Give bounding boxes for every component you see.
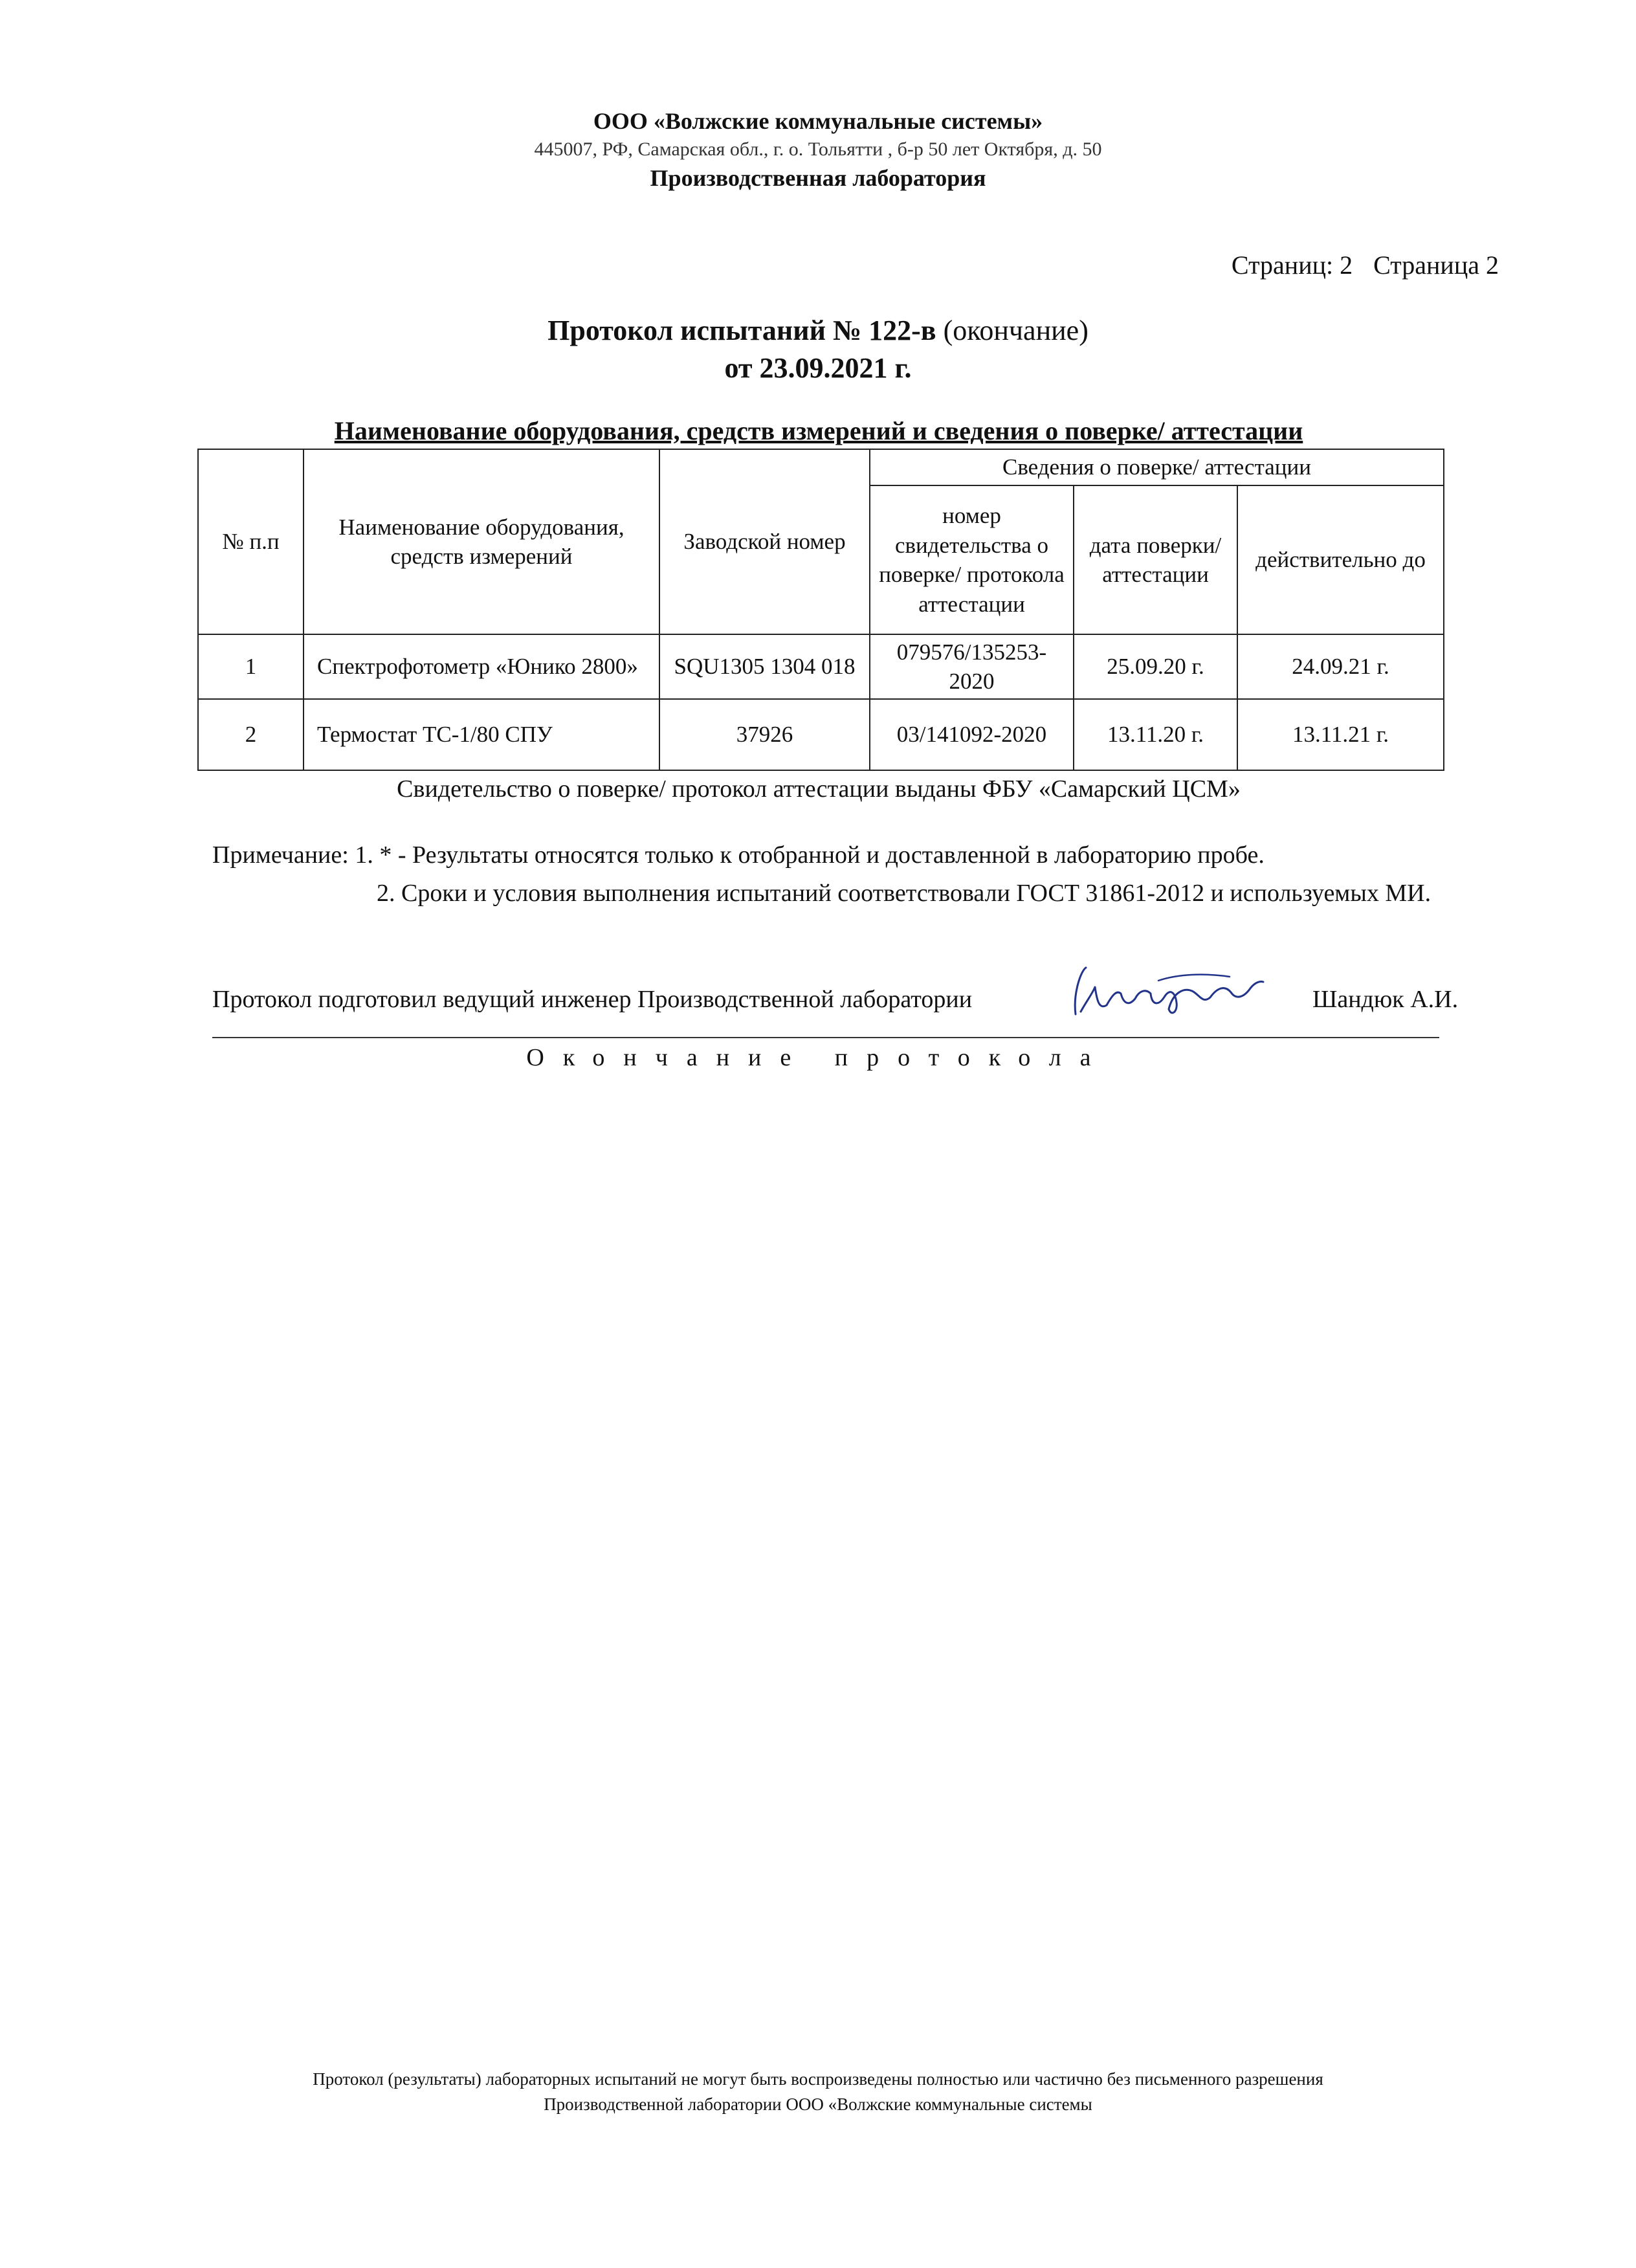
cell-cert-number: 03/141092-2020 [870,699,1074,770]
note-item-2: 2. Сроки и условия выполнения испытаний соответствовали ГОСТ 31861-2012 и используемых МИ. [377,879,1432,907]
header-cert-number: номер свидетельства о поверке/ протокола аттестации [870,485,1074,634]
table-row [198,634,1444,699]
divider-line [212,1037,1439,1038]
organization-name: ООО «Волжские коммунальные системы» [593,108,1043,134]
cell-num: 2 [198,699,304,770]
header-num: № п.п [198,449,304,634]
table-header-row [198,449,1444,485]
cell-serial: 37926 [659,699,870,770]
protocol-title [0,314,1636,347]
header-verification-group: Сведения о поверке/ аттестации [870,449,1444,485]
cell-date: 25.09.20 г. [1074,634,1237,699]
header-date: дата поверки/ аттестации [1074,485,1237,634]
header-valid-until: действительно до [1237,485,1444,634]
page-counter [1232,250,1499,280]
page-current: Страница 2 [1373,250,1499,280]
table-row [198,699,1444,770]
cell-name: Спектрофотометр «Юнико 2800» [304,634,659,699]
protocol-title-main: Протокол испытаний № 122-в [547,315,936,346]
laboratory-name: Производственная лаборатория [650,165,986,191]
certificate-note: Свидетельство о поверке/ протокол аттестации выданы ФБУ «Самарский ЦСМ» [397,775,1241,803]
cell-valid-until: 24.09.21 г. [1237,634,1444,699]
cell-valid-until: 13.11.21 г. [1237,699,1444,770]
header-serial: Заводской номер [659,449,870,634]
table-caption: Наименование оборудования, средств измерений и сведения о поверке/ аттестации [334,416,1303,445]
cell-name: Термостат ТС-1/80 СПУ [304,699,659,770]
cell-num: 1 [198,634,304,699]
protocol-date: от 23.09.2021 г. [724,352,912,384]
note-item-1: 1. * - Результаты относятся только к отобранной и доставленной в лабораторию пробе. [355,841,1265,869]
header-name: Наименование оборудования, средств измерений [304,449,659,634]
signer-name: Шандюк А.И. [1312,986,1459,1013]
notes-label: Примечание: [212,841,349,869]
handwritten-signature [1061,955,1268,1032]
organization-address: 445007, РФ, Самарская обл., г. о. Тольятти , б-р 50 лет Октября, д. 50 [534,139,1102,160]
notes-block [212,836,1431,913]
end-of-protocol-text: Окончание протокола [526,1044,1110,1071]
prepared-by-text: Протокол подготовил ведущий инженер Производственной лаборатории [212,986,973,1013]
note-line-1 [212,836,1431,874]
page-total: Страниц: 2 [1231,250,1353,280]
cell-cert-number: 079576/135253-2020 [870,634,1074,699]
cell-serial: SQU1305 1304 018 [659,634,870,699]
cell-date: 13.11.20 г. [1074,699,1237,770]
protocol-title-suffix: (окончание) [936,315,1089,346]
footer-line-2: Производственной лаборатории ООО «Волжские коммунальные системы [544,2095,1092,2114]
footer-line-1: Протокол (результаты) лабораторных испытаний не могут быть воспроизведены полностью или частично без письменного разрешения [313,2069,1323,2089]
equipment-table [197,449,1444,771]
